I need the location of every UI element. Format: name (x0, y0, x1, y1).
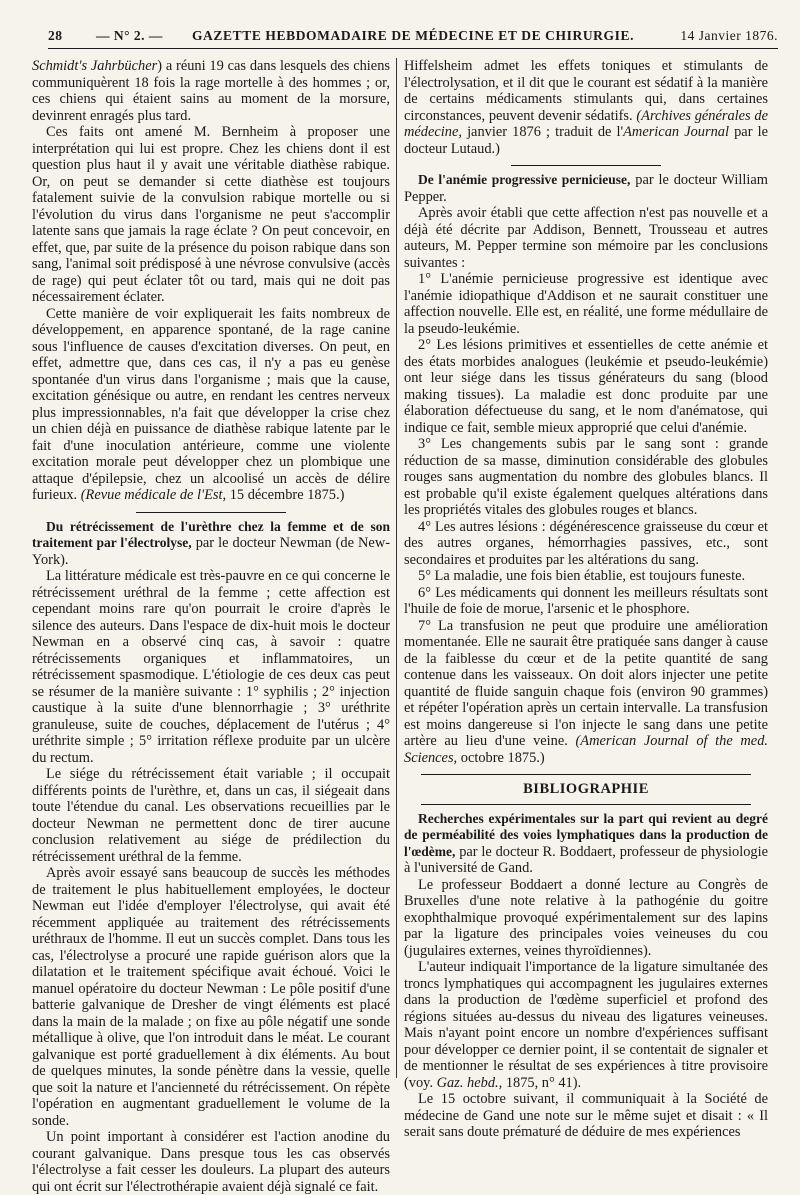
section-divider (136, 512, 286, 513)
section-heading: De l'anémie progressive pernicieuse, par le docteur William Pepper. (404, 172, 768, 205)
section-divider (511, 165, 661, 166)
article-paragraph: Après avoir essayé sans beaucoup de succès les méthodes de traitement le plus habituellement employées, le docteur Newman eut l'idée d'employer l'électrolyse, qui avait été récemment appliquée au traitement des rétrécissements uréthraux de l'homme. Il eut un succès complet. Dans tous les cas, l'électrolyse a procuré une rapide guérison alors que la dilatation et le traitement spécifique avait échoué. Voici le manuel opératoire du docteur Newman : Le pôle positif d'une batterie galvanique de Dresher de vingt éléments est placé dans la main de la malade ; on fixe au pôle négatif une sonde métallique à olive, que l'on introduit dans le méat. Le courant galvanique est porté graduellement à dix éléments. Au bout de quelques minutes, la sonde pénètre dans la vessie, quelle que soit la nature et l'ancienneté du rétrécissement. On répète l'opération en augmentant graduellement le volume de la sonde. (32, 865, 390, 1129)
article-paragraph: Ces faits ont amené M. Bernheim à proposer une interprétation qui lui est propre. Chez les chiens dont il est question plus haut il y avait une véritable diathèse rabique. Or, on peut se demander si cette diathèse est toujours fatalement suivie de la convulsion rabique mortelle ou si l'évolution du virus dans l'organisme ne peut s'accomplir latente sans que jamais la rage éclate ? On peut concevoir, en effet, que, par suite de la présence du poison rabique dans son sang, l'animal soit prédisposé à une névrose convulsive (accès de rage) qui peut éclater tôt ou tard, mais qui ne doit pas nécessairement éclater. (32, 124, 390, 305)
conclusion-item: 6° Les médicaments qui donnent les meilleurs résultats sont l'huile de foie de morue, l'arsenic et le phosphore. (404, 584, 768, 617)
column-divider (396, 58, 397, 1078)
article-paragraph: Un point important à considérer est l'action anodine du courant galvanique. Dans presque tous les cas observés l'électrolyse a fait cesser les douleurs. La plupart des auteurs qui ont écrit sur l'électrothérapie avaient déjà signalé ce fait. (32, 1129, 390, 1195)
left-column (32, 58, 390, 1195)
citation: (American Journal of the med. Sciences, (404, 733, 768, 766)
page-header (48, 26, 778, 49)
conclusion-item: 2° Les lésions primitives et essentielles de cette anémie et des états morbides analogues (leukémie et pseudo-leukémie) ont leur siége dans les tissus générateurs du sang (blood making tissues). La maladie est donc produite par une élaboration défectueuse du sang, et le nom d'anématose, qui indique ce fait, semble mieux approprié que celui d'anémie. (404, 337, 768, 436)
citation: American Journal (623, 124, 729, 140)
article-paragraph: Après avoir établi que cette affection n'est pas nouvelle et a déjà été décrite par Addison, Bennett, Trousseau et autres auteurs, M. Pepper termine son mémoire par les conclusions suivantes : (404, 205, 768, 271)
page-number: 28 (48, 28, 63, 43)
citation: Gaz. hebd., (436, 1074, 503, 1091)
article-paragraph: Le siége du rétrécissement était variable ; il occupait différents points de l'urèthre, et, dans un cas, il siégeait dans toute l'étendue du canal. Les observations recueillies par le docteur Newman ne permettent donc de tirer aucune conclusion relativement au siége de prédilection du rétrécissement uréthral de la femme. (32, 766, 390, 865)
article-paragraph: Hiffelsheim admet les effets toniques et stimulants de l'électrolysation, et il dit que le courant est sédatif à la manière de certains médicaments stimulants qui, dans certaines circonstances, peuvent devenir sédatifs. (Archives générales de médecine, janvier 1876 ; traduit de l'American Journal par le docteur Lutaud.) (404, 58, 768, 157)
issue-date: 14 Janvier 1876. (680, 28, 778, 43)
article-paragraph: Schmidt's Jahrbücher) a réuni 19 cas dans lesquels des chiens communiquèrent 18 fois la rage mortelle à des hommes ; or, ces chiens qui étaient sains au moment de la morsure, devinrent enragés plus tard. (32, 58, 390, 124)
journal-title: GAZETTE HEBDOMADAIRE DE MÉDECINE ET DE CHIRURGIE. (191, 28, 635, 43)
article-paragraph: Le 15 octobre suivant, il communiquait à la Société de médecine de Gand une note sur le même sujet et disait : « Il serait sans doute prématuré de déduire de mes expériences (404, 1091, 768, 1140)
conclusion-item: 5° La maladie, une fois bien établie, est toujours funeste. (418, 568, 746, 584)
article-paragraph: Cette manière de voir expliquerait les faits nombreux de développement, en apparence spontané, de la rage canine sous l'influence de causes d'excitation diverses. On peut, en effet, admettre que, dans ces cas, il n'y a pas eu genèse spontanée d'un virus dans l'organisme ; mais que la cause, excitation génésique ou autre, en rendant les centres nerveux plus impressionnables, n'a fait que développer la crise chez un chien déjà en puissance de diathèse rabique latente par le fait d'une inoculation antérieure, comme une violente excitation morale peut développer chez un plombique une attaque d'épilepsie, chez un alcoolisé un accès de délire furieux. (Revue médicale de l'Est, 15 décembre 1875.) (32, 305, 390, 503)
conclusion-item: 3° Les changements subis par le sang sont : grande réduction de sa masse, diminution considérable des globules rouges sans augmentation du nombre des globules blancs. Il est probable qu'il existe également quelques altérations dans les propriétés vitales des globules rouges et blancs. (404, 436, 768, 518)
section-heading: Recherches expérimentales sur la part qui revient au degré de perméabilité des voies lymphatiques dans la production de l'œdème, par le docteur R. Boddaert, professeur de physiologie à l'université de Gand. (404, 810, 768, 876)
conclusion-item: 1° L'anémie pernicieuse progressive est identique avec l'anémie idiopathique d'Addison et ne saurait constituer une affection nouvelle. Elle est, en réalité, une forme médullaire de la pseudo-leukémie. (404, 271, 768, 337)
section-divider (421, 804, 751, 805)
article-paragraph: L'auteur indiquait l'importance de la ligature simultanée des troncs lymphatiques qui accompagnent les jugulaires externes dans la production de l'œdème superficiel et profond des régions situées au-dessus du niveau des ligatures veineuses. Mais n'ayant point encore un nombre d'expériences suffisant pour développer ce dernier point, il se contentait de signaler et de mentionner le résultat de ses expériences à titre provisoire (voy. Gaz. hebd., 1875, n° 41). (404, 959, 768, 1091)
conclusion-item: 7° La transfusion ne peut que produire une amélioration momentanée. Elle ne saurait être pratiquée sans danger à cause de la faiblesse du cœur et de la petite quantité de sang contenue dans les vaisseaux. On doit alors injecter une petite quantité de fluide sanguin chaque fois (environ 90 grammes) et répéter l'opération après un certain intervalle. La transfusion est moins dangereuse si l'on injecte le sang dans une petite artère au lieu d'une veine. (American Journal of the med. Sciences, octobre 1875.) (404, 617, 768, 766)
citation: (Archives générales de médecine, (404, 107, 768, 140)
right-column (404, 58, 768, 1140)
section-heading: Du rétrécissement de l'urèthre chez la femme et de son traitement par l'électrolyse, par le docteur Newman (de New-York). (32, 518, 390, 568)
section-divider (421, 774, 751, 775)
article-paragraph: Le professeur Boddaert a donné lecture au Congrès de Bruxelles d'une note relative à la pathogénie du goitre exophthalmique provoqué expérimentalement sur des lapins par la ligature des principales voies veineuses du cou (jugulaires externes, veines thyroïdiennes). (404, 876, 768, 959)
conclusion-item: 4° Les autres lésions : dégénérescence graisseuse du cœur et des autres organes, hémorrhagies passives, etc., sont secondaires et produites par les altérations du sang. (404, 518, 768, 568)
issue-number: — N° 2. — (96, 28, 163, 43)
citation: Schmidt's Jahrbücher (32, 58, 158, 74)
bibliography-heading: BIBLIOGRAPHIE (523, 781, 649, 797)
citation: (Revue médicale de l'Est, (80, 487, 227, 503)
article-paragraph: La littérature médicale est très-pauvre en ce qui concerne le rétrécissement uréthral de la femme ; cette affection est cependant moins rare qu'on pourrait le croire d'après le silence des auteurs. Dans l'espace de dix-huit mois le docteur Newman en a observé cinq cas, à savoir : quatre rétrécissements organiques et inflammatoires, un rétrécissement spasmodique. L'étiologie de ces deux cas peut se résumer de la manière suivante : 1° syphilis ; 2° injection caustique à la suite d'une blennorrhagie ; 3° uréthrite granuleuse, suite de couches, déplacement de l'utérus ; 4° uréthrite simple ; 5° irritation réflexe produite par un ulcère du rectum. (32, 568, 390, 766)
